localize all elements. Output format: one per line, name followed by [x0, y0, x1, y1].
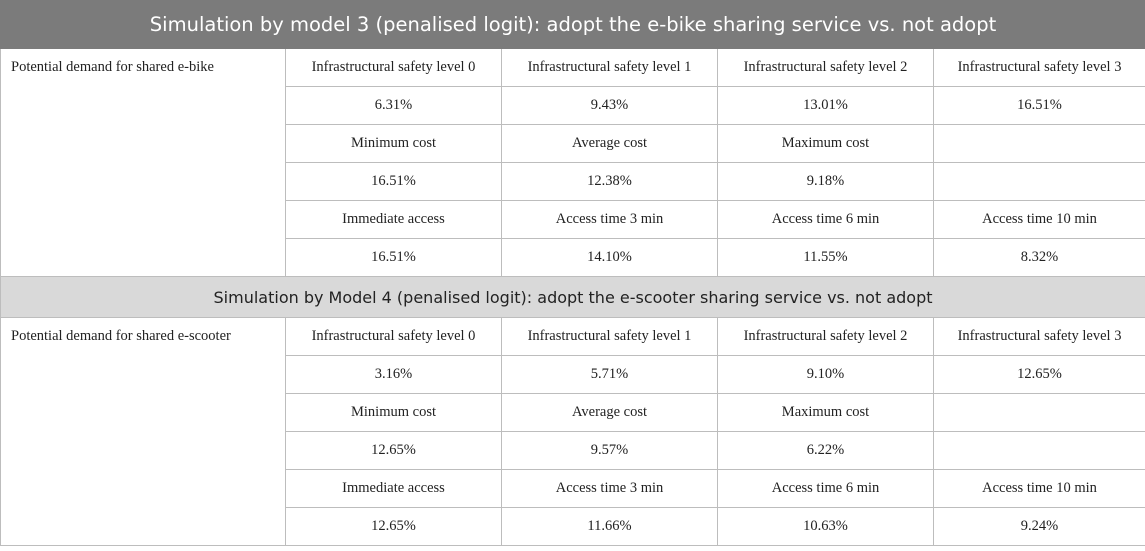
value-cell: 6.22% — [718, 432, 934, 470]
value-cell: 16.51% — [286, 163, 502, 201]
column-header: Average cost — [502, 394, 718, 432]
column-header: Infrastructural safety level 2 — [718, 318, 934, 356]
value-cell: 11.55% — [718, 239, 934, 277]
column-header: Immediate access — [286, 470, 502, 508]
value-cell: 9.10% — [718, 356, 934, 394]
column-header: Minimum cost — [286, 394, 502, 432]
column-header: Infrastructural safety level 1 — [502, 49, 718, 87]
value-cell: 9.57% — [502, 432, 718, 470]
section-title-row — [1, 1, 1145, 49]
column-header: Infrastructural safety level 3 — [934, 318, 1145, 356]
value-cell: 3.16% — [286, 356, 502, 394]
column-header: Access time 10 min — [934, 470, 1145, 508]
section-title-row — [1, 277, 1145, 318]
empty-cell — [934, 432, 1145, 470]
column-header: Infrastructural safety level 0 — [286, 318, 502, 356]
row-label: Potential demand for shared e-bike — [1, 49, 286, 277]
column-header: Infrastructural safety level 2 — [718, 49, 934, 87]
value-cell: 10.63% — [718, 508, 934, 546]
section-title: Simulation by Model 4 (penalised logit): adopt the e-scooter sharing service vs. not adopt — [1, 277, 1145, 318]
value-cell: 12.65% — [934, 356, 1145, 394]
column-header: Maximum cost — [718, 394, 934, 432]
column-header: Access time 3 min — [502, 201, 718, 239]
row-label: Potential demand for shared e-scooter — [1, 318, 286, 546]
column-header: Access time 6 min — [718, 201, 934, 239]
column-header: Immediate access — [286, 201, 502, 239]
column-header: Infrastructural safety level 1 — [502, 318, 718, 356]
column-header: Infrastructural safety level 3 — [934, 49, 1145, 87]
value-cell: 16.51% — [934, 87, 1145, 125]
empty-cell — [934, 163, 1145, 201]
value-cell: 8.32% — [934, 239, 1145, 277]
column-header: Average cost — [502, 125, 718, 163]
value-cell: 6.31% — [286, 87, 502, 125]
value-cell: 11.66% — [502, 508, 718, 546]
column-header: Access time 10 min — [934, 201, 1145, 239]
value-cell: 13.01% — [718, 87, 934, 125]
value-cell: 9.43% — [502, 87, 718, 125]
column-header: Maximum cost — [718, 125, 934, 163]
value-cell: 16.51% — [286, 239, 502, 277]
column-header: Access time 3 min — [502, 470, 718, 508]
table-row — [1, 318, 1145, 356]
empty-cell — [934, 394, 1145, 432]
empty-cell — [934, 125, 1145, 163]
value-cell: 12.38% — [502, 163, 718, 201]
column-header: Infrastructural safety level 0 — [286, 49, 502, 87]
value-cell: 9.18% — [718, 163, 934, 201]
value-cell: 14.10% — [502, 239, 718, 277]
section-title: Simulation by model 3 (penalised logit): adopt the e-bike sharing service vs. not adopt — [1, 1, 1145, 49]
column-header: Access time 6 min — [718, 470, 934, 508]
value-cell: 12.65% — [286, 432, 502, 470]
value-cell: 9.24% — [934, 508, 1145, 546]
column-header: Minimum cost — [286, 125, 502, 163]
table-row — [1, 49, 1145, 87]
value-cell: 5.71% — [502, 356, 718, 394]
value-cell: 12.65% — [286, 508, 502, 546]
